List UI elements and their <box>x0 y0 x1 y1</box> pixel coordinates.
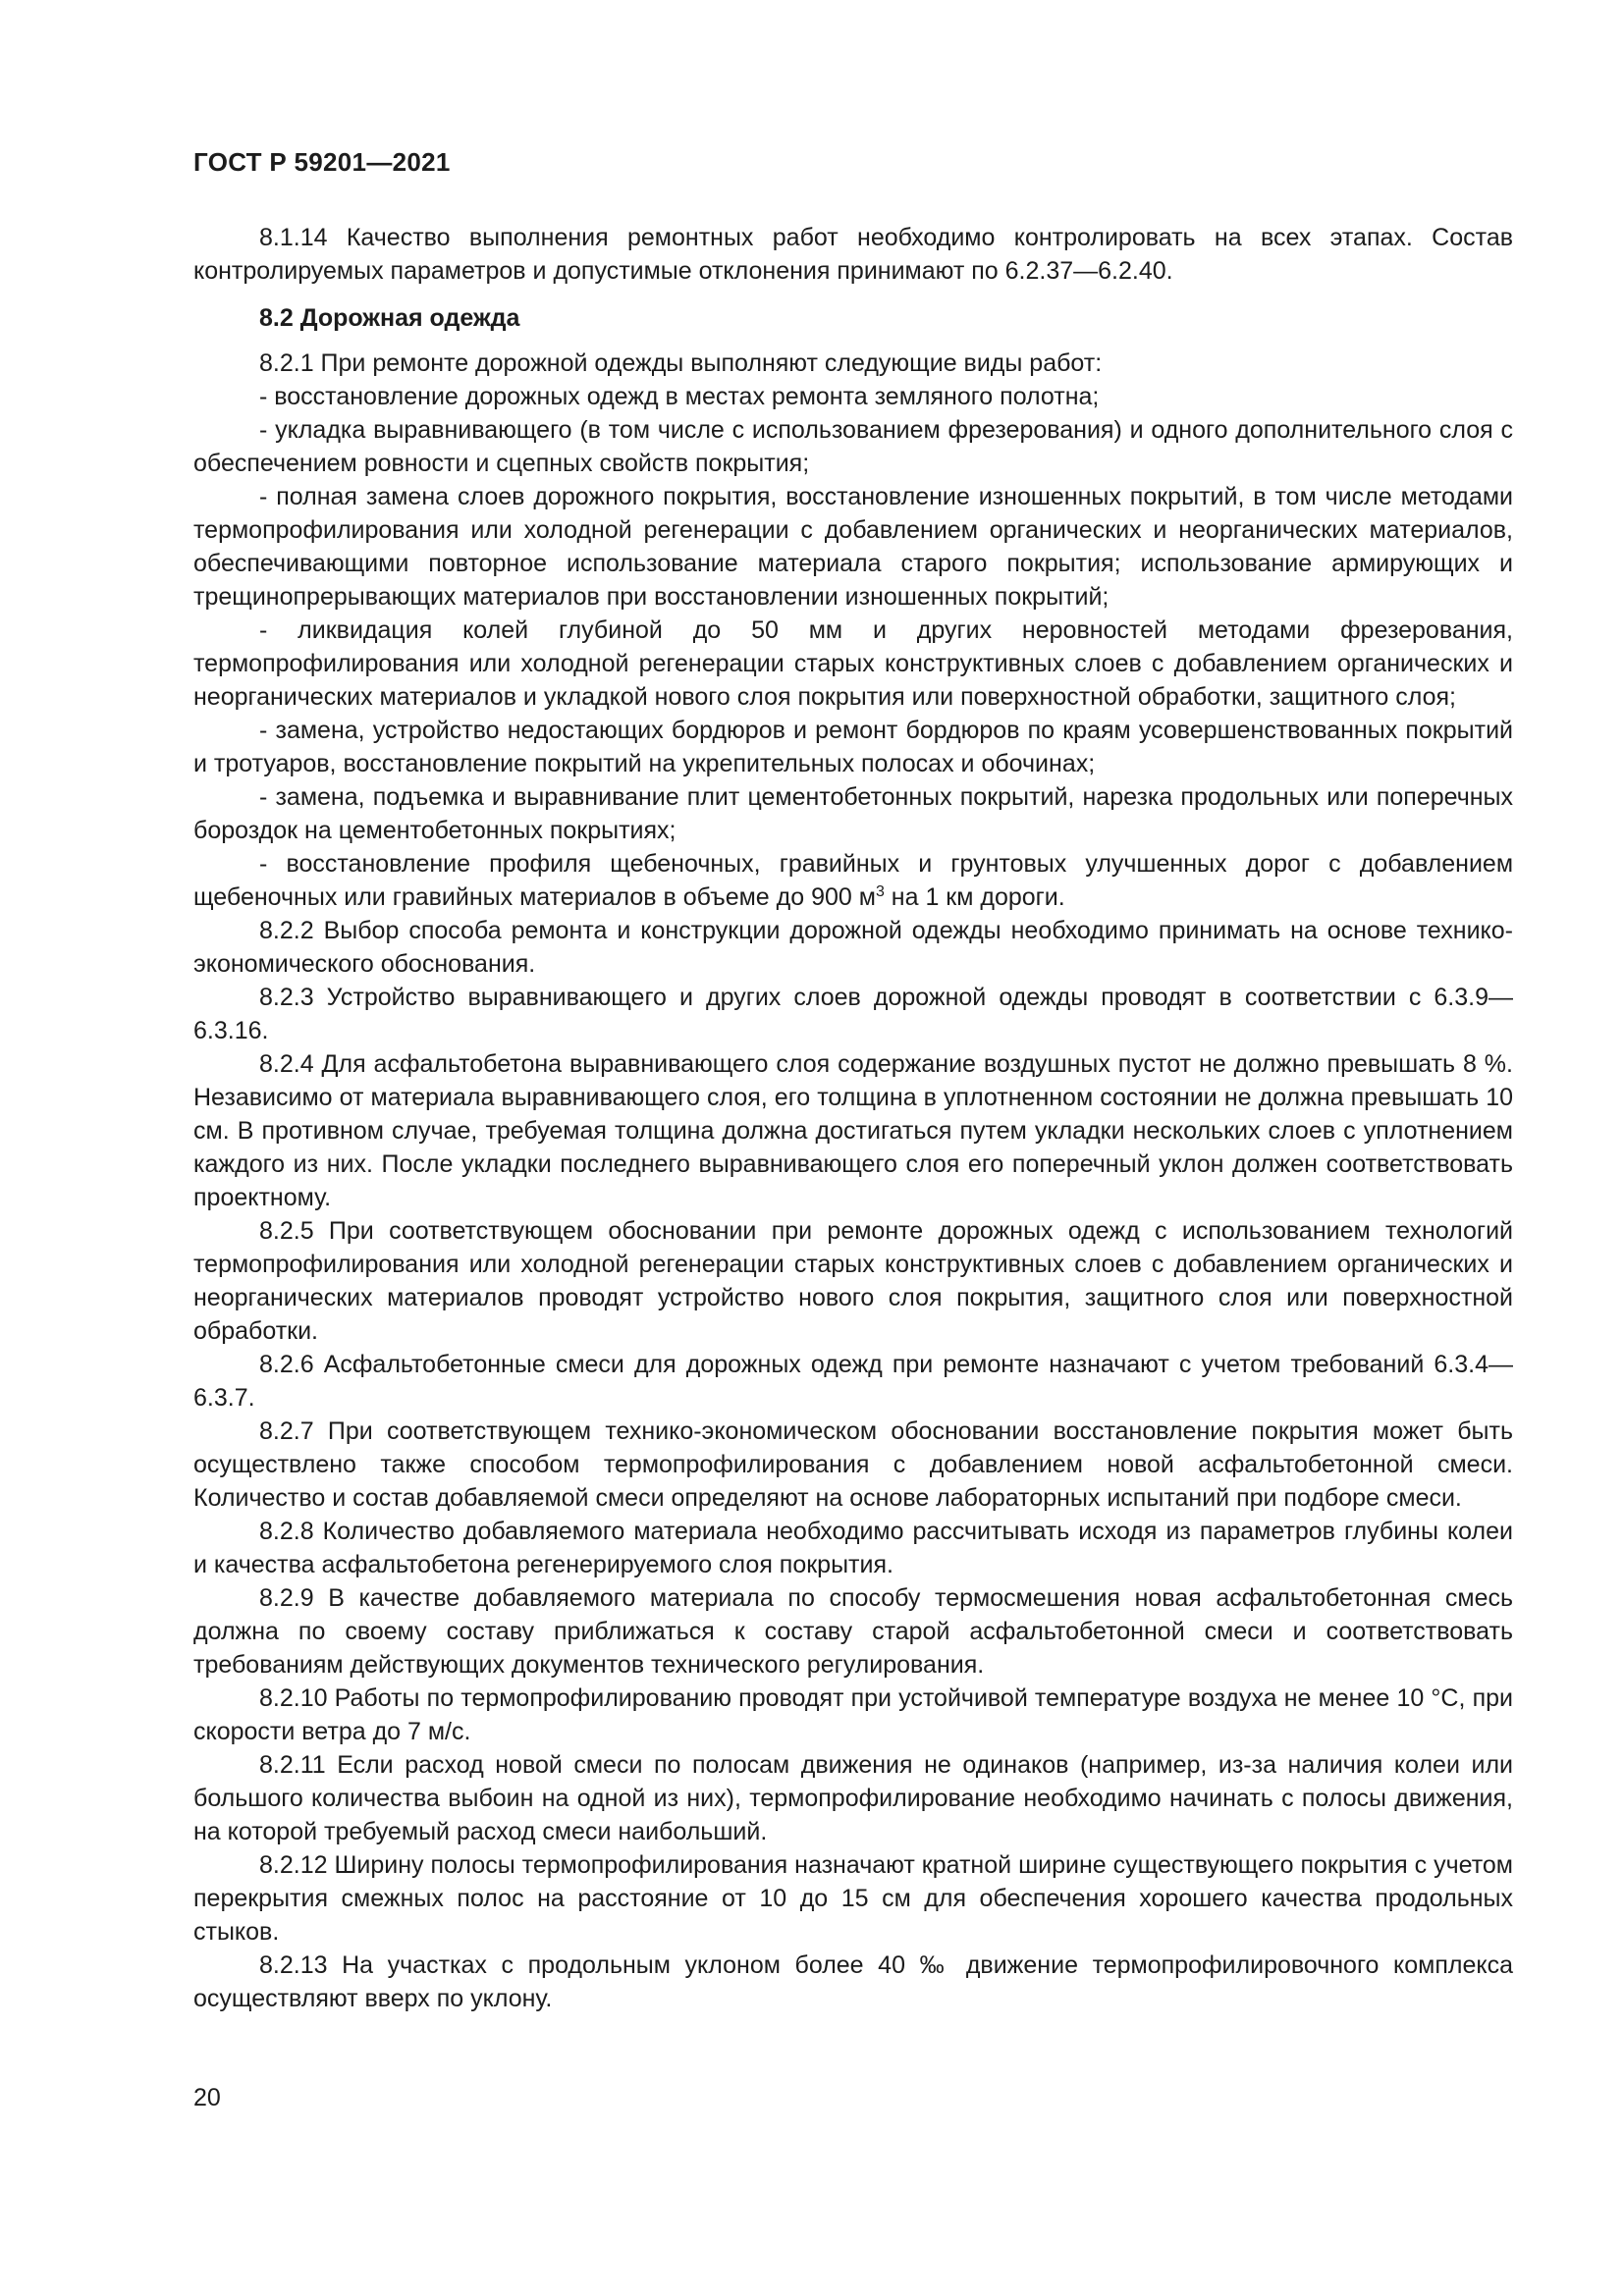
list-item: - полная замена слоев дорожного покрытия, восстановление изношенных покрытий, в том числе методами термопрофилирования или холодной регенерации с добавлением органических и неорганических материалов, обеспечивающими повторное использование материала старого покрытия; использование армирующих и трещинопрерывающих материалов при восстановлении изношенных покрытий; <box>193 483 1513 611</box>
paragraph-8-2-3: 8.2.3 Устройство выравнивающего и других слоев дорожной одежды проводят в соответствии с 6.3.9—6.3.16. <box>193 984 1513 1044</box>
list-item-text: - восстановление профиля щебеночных, гравийных и грунтовых улучшенных дорог с добавлением щебеночных или гравийных материалов в объеме до 900 м <box>193 850 1513 911</box>
list-item: - восстановление дорожных одежд в местах ремонта земляного полотна; <box>259 383 1100 410</box>
paragraph-8-2-6: 8.2.6 Асфальтобетонные смеси для дорожных одежд при ремонте назначают с учетом требований 6.3.4—6.3.7. <box>193 1351 1513 1412</box>
document-body <box>193 221 1513 2015</box>
paragraph-8-2-12: 8.2.12 Ширину полосы термопрофилирования назначают кратной ширине существующего покрытия с учетом перекрытия смежных полос на расстояние от 10 до 15 см для обеспечения хорошего качества продольных стыков. <box>193 1851 1513 1946</box>
paragraph-8-2-1: 8.2.1 При ремонте дорожной одежды выполняют следующие виды работ: <box>259 349 1103 377</box>
paragraph-8-2-5: 8.2.5 При соответствующем обосновании при ремонте дорожных одежд с использованием технологий термопрофилирования или холодной регенерации старых конструктивных слоев с добавлением органических и неорганических материалов проводят устройство нового слоя покрытия, защитного слоя или поверхностной обработки. <box>193 1217 1513 1345</box>
list-item: - замена, устройство недостающих бордюров и ремонт бордюров по краям усовершенствованных покрытий и тротуаров, восстановление покрытий на укрепительных полосах и обочинах; <box>193 717 1513 777</box>
paragraph-8-2-9: 8.2.9 В качестве добавляемого материала по способу термосмешения новая асфальтобетонная смесь должна по своему составу приближаться к составу старой асфальтобетонной смеси и соответствовать требованиям действующих документов технического регулирования. <box>193 1584 1513 1679</box>
paragraph-8-1-14: 8.1.14 Качество выполнения ремонтных работ необходимо контролировать на всех этапах. Состав контролируемых параметров и допустимые отклонения принимают по 6.2.37—6.2.40. <box>193 224 1513 285</box>
paragraph-8-2-8: 8.2.8 Количество добавляемого материала необходимо рассчитывать исходя из параметров глубины колеи и качества асфальтобетона регенерируемого слоя покрытия. <box>193 1518 1513 1578</box>
section-heading-8-2: 8.2 Дорожная одежда <box>259 304 520 332</box>
list-item: - ликвидация колей глубиной до 50 мм и других неровностей методами фрезерования, термопрофилирования или холодной регенерации старых конструктивных слоев с добавлением органических и неорганических материалов и укладкой нового слоя покрытия или поверхностной обработки, защитного слоя; <box>193 616 1513 711</box>
superscript: 3 <box>875 883 885 900</box>
paragraph-8-2-11: 8.2.11 Если расход новой смеси по полосам движения не одинаков (например, из-за наличия колеи или большого количества выбоин на одной из них), термопрофилирование необходимо начинать с полосы движения, на которой требуемый расход смеси наибольший. <box>193 1751 1513 1845</box>
list-item: - укладка выравнивающего (в том числе с использованием фрезерования) и одного дополнительного слоя с обеспечением ровности и сцепных свойств покрытия; <box>193 416 1513 477</box>
paragraph-8-2-2: 8.2.2 Выбор способа ремонта и конструкции дорожной одежды необходимо принимать на основе технико-экономического обоснования. <box>193 917 1513 978</box>
document-header: ГОСТ Р 59201—2021 <box>193 147 451 177</box>
page-number: 20 <box>193 2084 221 2111</box>
list-item <box>193 847 1513 914</box>
list-item-text-end: на 1 км дороги. <box>884 883 1065 911</box>
paragraph-8-2-4: 8.2.4 Для асфальтобетона выравнивающего слоя содержание воздушных пустот не должно превышать 8 %. Независимо от материала выравнивающего слоя, его толщина в уплотненном состоянии не должна превышать 10 см. В противном случае, требуемая толщина должна достигаться путем укладки нескольких слоев с уплотнением каждого из них. После укладки последнего выравнивающего слоя его поперечный уклон должен соответствовать проектному. <box>193 1050 1513 1211</box>
paragraph-8-2-7: 8.2.7 При соответствующем технико-экономическом обосновании восстановление покрытия может быть осуществлено также способом термопрофилирования с добавлением новой асфальтобетонной смеси. Количество и состав добавляемой смеси определяют на основе лабораторных испытаний при подборе смеси. <box>193 1417 1513 1512</box>
paragraph-8-2-13: 8.2.13 На участках с продольным уклоном более 40 ‰ движение термопрофилировочного комплекса осуществляют вверх по уклону. <box>193 1951 1513 2012</box>
list-item: - замена, подъемка и выравнивание плит цементобетонных покрытий, нарезка продольных или поперечных бороздок на цементобетонных покрытиях; <box>193 783 1513 844</box>
paragraph-8-2-10: 8.2.10 Работы по термопрофилированию проводят при устойчивой температуре воздуха не менее 10 °С, при скорости ветра до 7 м/с. <box>193 1684 1513 1745</box>
